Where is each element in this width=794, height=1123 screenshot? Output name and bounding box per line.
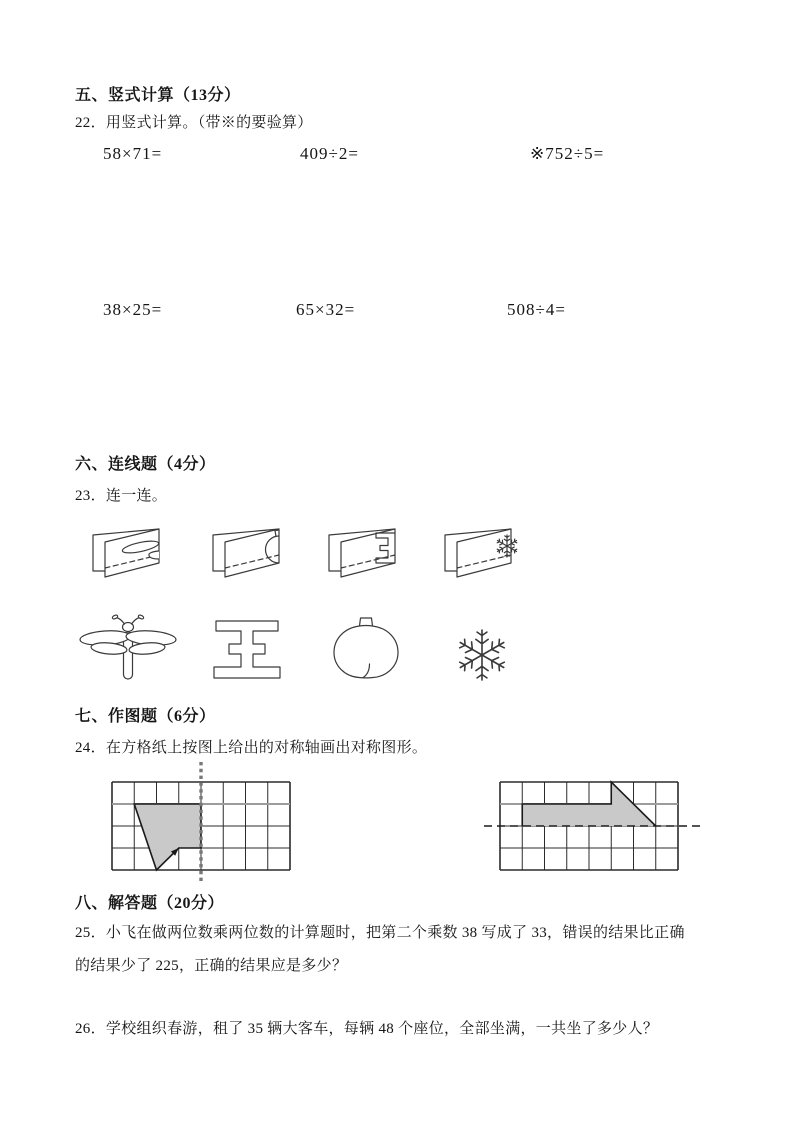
expression-409div2: 409÷2=: [300, 144, 359, 163]
expression-508div4: 508÷4=: [507, 300, 566, 319]
symmetry-grid-right: [481, 758, 705, 888]
question-26: 26．学校组织春游，租了 35 辆大客车，每辆 48 个座位，全部坐满，一共坐了多少人？: [75, 1021, 659, 1037]
folded-card-half-pumpkin-icon: [206, 523, 286, 585]
wang-character-icon: [212, 618, 282, 680]
dragonfly-icon: [78, 612, 178, 686]
section8-heading: 八、解答题（20分）: [75, 895, 225, 912]
question-24: 24．在方格纸上按图上给出的对称轴画出对称图形。: [75, 740, 428, 756]
question-22: 22．用竖式计算。（带※的要验算）: [75, 115, 313, 131]
question-23: 23．连一连。: [75, 488, 168, 504]
expression-58x71: 58×71=: [103, 144, 163, 163]
question-25-line1: 25．小飞在做两位数乘两位数的计算题时，把第二个乘数 38 写成了 33，错误的结果比正确: [75, 925, 685, 941]
question-25-line2: 的结果少了 225，正确的结果应是多少？: [75, 958, 348, 974]
symmetry-grid-left: [100, 758, 306, 888]
pumpkin-icon: [330, 614, 402, 680]
folded-card-half-dragonfly-icon: [86, 523, 166, 585]
section6-heading: 六、连线题（4分）: [75, 456, 216, 473]
expression-752div5: ※752÷5=: [530, 144, 605, 163]
expression-65x32: 65×32=: [296, 300, 356, 319]
folded-card-half-snowflake-icon: [438, 523, 518, 585]
section5-heading: 五、竖式计算（13分）: [75, 87, 241, 104]
folded-card-half-wang-icon: [322, 523, 402, 585]
expression-38x25: 38×25=: [103, 300, 163, 319]
snowflake-icon: [458, 626, 506, 684]
section7-heading: 七、作图题（6分）: [75, 708, 216, 725]
